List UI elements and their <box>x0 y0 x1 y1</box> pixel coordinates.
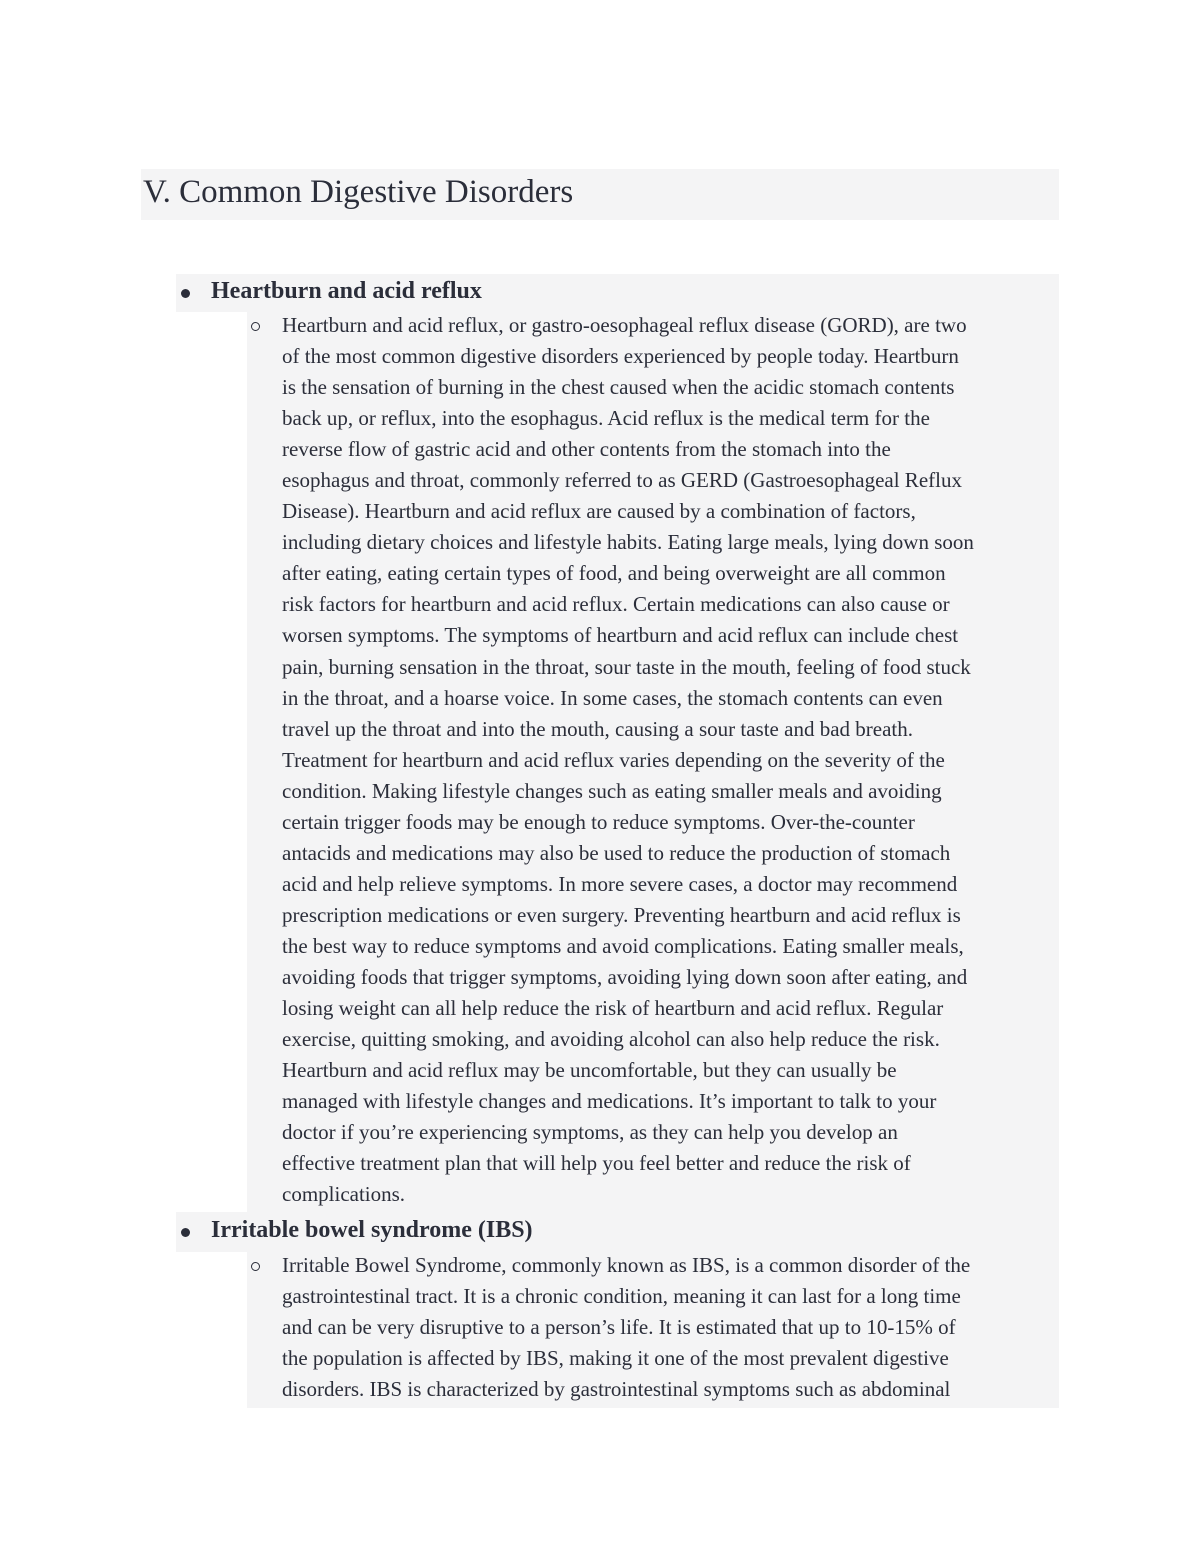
paragraph-line: the population is affected by IBS, making it one of the most prevalent digestive <box>282 1346 949 1371</box>
paragraph-line: esophagus and throat, commonly referred to as GERD (Gastroesophageal Reflux <box>282 468 962 493</box>
paragraph-line: managed with lifestyle changes and medications. It’s important to talk to your <box>282 1089 937 1114</box>
paragraph-line: after eating, eating certain types of food, and being overweight are all common <box>282 561 946 586</box>
paragraph-line: including dietary choices and lifestyle habits. Eating large meals, lying down soon <box>282 530 974 555</box>
bullet-item-ibs <box>176 1212 1059 1252</box>
paragraph-line: avoiding foods that trigger symptoms, avoiding lying down soon after eating, and <box>282 964 968 989</box>
paragraph-line: travel up the throat and into the mouth, causing a sour taste and bad breath. <box>282 716 913 741</box>
paragraph-line: effective treatment plan that will help you feel better and reduce the risk of <box>282 1151 911 1176</box>
paragraph-line: prescription medications or even surgery. Preventing heartburn and acid reflux is <box>282 902 961 927</box>
paragraph-line: pain, burning sensation in the throat, sour taste in the mouth, feeling of food stuck <box>282 654 971 679</box>
paragraph-line: certain trigger foods may be enough to reduce symptoms. Over-the-counter <box>282 809 915 834</box>
bullet-title: Irritable bowel syndrome (IBS) <box>211 1217 533 1243</box>
sub-item-heartburn <box>247 312 1059 1212</box>
paragraph-line: back up, or reflux, into the esophagus. Acid reflux is the medical term for the <box>282 406 930 431</box>
paragraph-line: the best way to reduce symptoms and avoid complications. Eating smaller meals, <box>282 933 964 958</box>
paragraph-line: gastrointestinal tract. It is a chronic condition, meaning it can last for a long time <box>282 1284 961 1309</box>
paragraph-line: exercise, quitting smoking, and avoiding alcohol can also help reduce the risk. <box>282 1027 940 1052</box>
paragraph-line: Treatment for heartburn and acid reflux varies depending on the severity of the <box>282 747 945 772</box>
paragraph-line: is the sensation of burning in the chest caused when the acidic stomach contents <box>282 375 955 400</box>
paragraph-line: reverse flow of gastric acid and other contents from the stomach into the <box>282 437 891 462</box>
paragraph-line: condition. Making lifestyle changes such as eating smaller meals and avoiding <box>282 778 942 803</box>
paragraph-line: antacids and medications may also be used to reduce the production of stomach <box>282 840 951 865</box>
section-heading: V. Common Digestive Disorders <box>143 174 574 210</box>
sub-item-ibs <box>247 1252 1059 1408</box>
hollow-bullet-icon <box>251 1262 260 1271</box>
paragraph-line: Irritable Bowel Syndrome, commonly known as IBS, is a common disorder of the <box>282 1253 971 1277</box>
paragraph-heartburn <box>282 310 1059 1210</box>
paragraph-line: Disease). Heartburn and acid reflux are caused by a combination of factors, <box>282 499 916 524</box>
bullet-item-heartburn <box>176 274 1059 312</box>
paragraph-line: Heartburn and acid reflux, or gastro-oesophageal reflux disease (GORD), are two <box>282 313 967 337</box>
paragraph-line: of the most common digestive disorders experienced by people today. Heartburn <box>282 344 959 369</box>
paragraph-line: in the throat, and a hoarse voice. In some cases, the stomach contents can even <box>282 685 943 710</box>
paragraph-line: risk factors for heartburn and acid reflux. Certain medications can also cause or <box>282 592 950 617</box>
paragraph-line: Heartburn and acid reflux may be uncomfortable, but they can usually be <box>282 1058 897 1083</box>
paragraph-line: complications. <box>282 1182 406 1207</box>
paragraph-line: disorders. IBS is characterized by gastrointestinal symptoms such as abdominal <box>282 1377 951 1402</box>
filled-bullet-icon <box>181 289 190 298</box>
paragraph-line: losing weight can all help reduce the risk of heartburn and acid reflux. Regular <box>282 996 944 1021</box>
hollow-bullet-icon <box>251 322 260 331</box>
paragraph-line: and can be very disruptive to a person’s life. It is estimated that up to 10-15% of <box>282 1315 956 1340</box>
paragraph-line: acid and help relieve symptoms. In more severe cases, a doctor may recommend <box>282 871 958 896</box>
filled-bullet-icon <box>181 1228 190 1237</box>
paragraph-line: worsen symptoms. The symptoms of heartburn and acid reflux can include chest <box>282 623 959 648</box>
paragraph-line: doctor if you’re experiencing symptoms, as they can help you develop an <box>282 1120 898 1145</box>
bullet-title: Heartburn and acid reflux <box>211 278 482 304</box>
paragraph-ibs <box>282 1250 1059 1405</box>
